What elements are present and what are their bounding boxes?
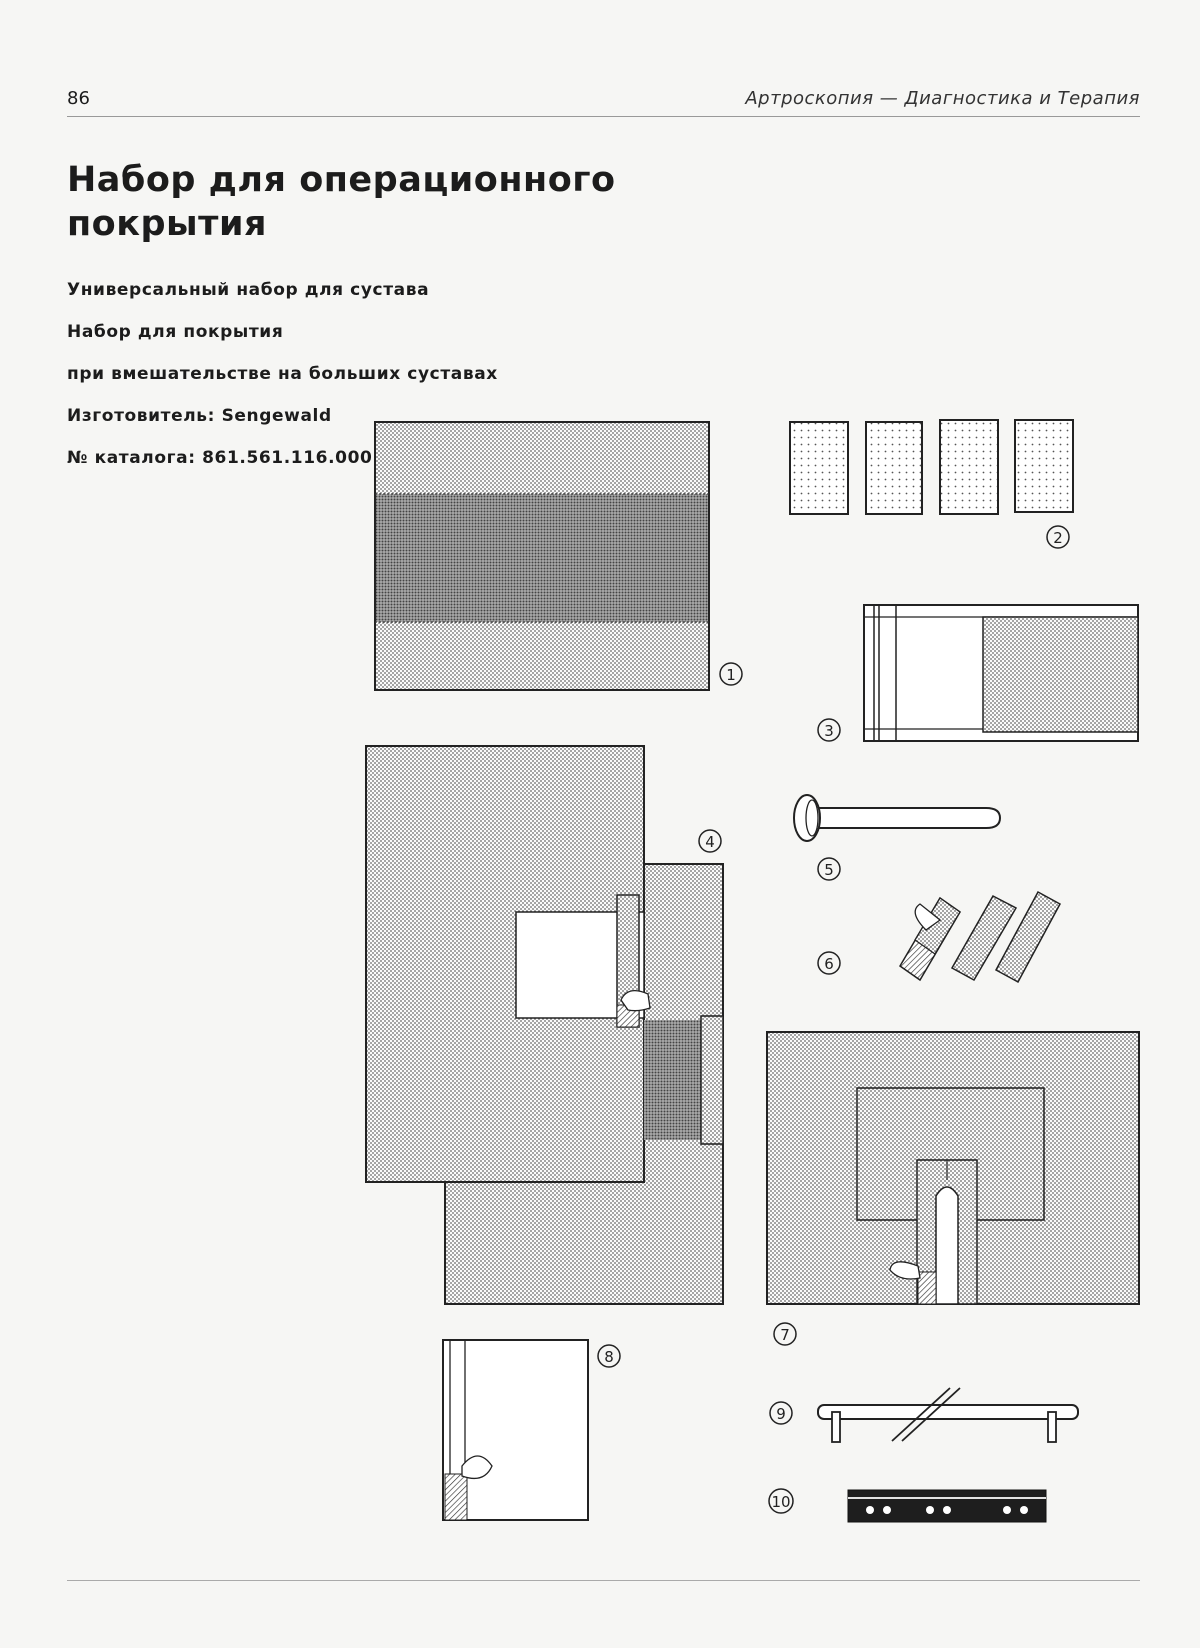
info-line-2: Набор для покрытия [67, 322, 284, 342]
info-manufacturer: Изготовитель: Sengewald [67, 406, 332, 426]
page-number: 86 [67, 88, 90, 109]
label-4: 4 [705, 833, 715, 851]
label-3: 3 [824, 722, 834, 740]
info-line-3: при вмешательстве на больших суставах [67, 364, 498, 384]
info-catalog-number: № каталога: 861.561.116.000 [67, 448, 373, 468]
item-2-pads [790, 420, 1073, 548]
label-1: 1 [726, 666, 736, 684]
label-9: 9 [776, 1405, 786, 1423]
item-1-drape [375, 422, 742, 690]
item-6-strips [818, 892, 1060, 982]
title-line-1: Набор для операционного [67, 160, 616, 200]
label-5: 5 [824, 861, 834, 879]
item-9-rod [770, 1388, 1078, 1442]
running-title: Артроскопия — Диагностика и Терапия [745, 88, 1140, 109]
label-8: 8 [604, 1348, 614, 1366]
label-7: 7 [780, 1326, 790, 1344]
title-line-2: покрытия [67, 204, 267, 244]
item-3-bag [818, 605, 1138, 741]
footer-rule [67, 1580, 1140, 1581]
item-10-strap [769, 1489, 1046, 1522]
item-7-split-drape [767, 1032, 1139, 1345]
label-6: 6 [824, 955, 834, 973]
item-8-small-drape [443, 1340, 620, 1520]
label-2: 2 [1053, 529, 1063, 547]
label-10: 10 [771, 1493, 791, 1511]
item-4-drapes [366, 746, 723, 1304]
info-line-1: Универсальный набор для сустава [67, 280, 430, 300]
item-5-tube [794, 795, 1000, 880]
